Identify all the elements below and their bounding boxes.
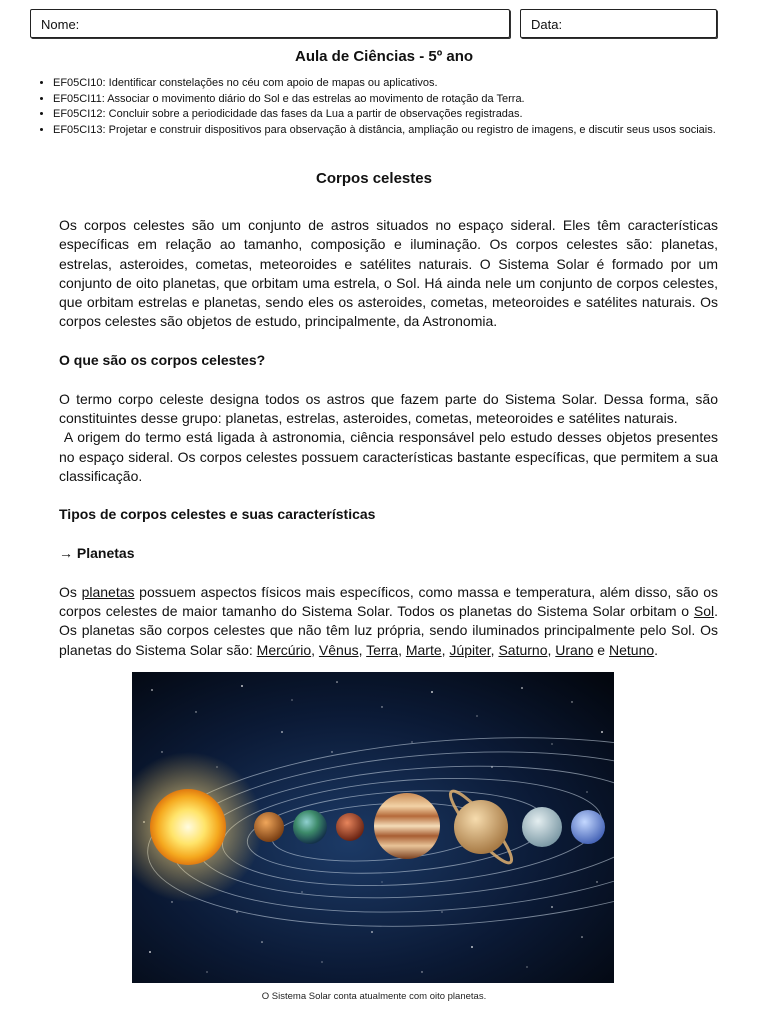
date-field[interactable]: Data: [520, 9, 717, 38]
solar-system-image [132, 672, 614, 983]
skills-list [38, 76, 733, 138]
link-jupiter[interactable]: Júpiter [449, 641, 491, 658]
link-planetas[interactable]: planetas [81, 583, 135, 600]
q1-paragraph-2: A origem do termo está ligada à astronomia, ciência responsável pelo estudo desses objetos presentes no espaço sideral. Os corpos celestes possuem características bastante específicas, que permitem a sua classificação. [59, 429, 722, 484]
intro-paragraph: Os corpos celestes são um conjunto de astros situados no espaço sideral. Eles têm características específicas em relação ao tamanho, composição e iluminação. Os corpos celestes são: planetas, estrelas, asteroides, cometas, meteoroides e satélites naturais. O Sistema Solar é formado por um conjunto de oito planetas, que orbitam uma estrela, o Sol. Há ainda nele um conjunto de corpos celestes, que orbitam estrelas e planetas, sendo eles os asteroides, cometas, meteoroides e satélites naturais. Os corpos celestes são objetos de estudo, principalmente, da Astronomia. [59, 217, 718, 330]
q1-paragraph-1: O termo corpo celeste designa todos os astros que fazem parte do Sistema Solar. Dessa forma, são constituintes desse grupo: planetas, estrelas, asteroides, cometas, meteoroides e satélites naturais. [59, 390, 718, 426]
link-terra[interactable]: Terra [366, 641, 399, 658]
name-field[interactable]: Nome: [30, 9, 510, 38]
skill-item: • EF05CI12: Concluir sobre a periodicidade das fases da Lua a partir de observações registradas. [53, 107, 733, 123]
types-heading: Tipos de corpos celestes e suas características [59, 506, 376, 523]
link-saturno[interactable]: Saturno [498, 641, 548, 658]
link-netuno[interactable]: Netuno [609, 641, 655, 658]
skill-item: • EF05CI10: Identificar constelações no céu com apoio de mapas ou aplicativos. [53, 76, 733, 92]
figure-caption: O Sistema Solar conta atualmente com oito planetas. [261, 991, 487, 1002]
link-marte[interactable]: Marte [405, 641, 442, 658]
link-urano[interactable]: Urano [555, 641, 594, 658]
article-body [59, 216, 722, 660]
link-mercurio[interactable]: Mercúrio [256, 641, 312, 658]
planets-paragraph: Os planetas possuem aspectos físicos mais específicos, como massa e temperatura, além disso, são os corpos celestes de maior tamanho do Sistema Solar. Todos os planetas do Sistema Solar orbitam o Sol. Os planetas são corpos celestes que não têm luz própria, sendo iluminados principalmente pelo Sol. Os planetas do Sistema Solar são: Mercúrio, Vênus, Terra, Marte, Júpiter, Saturno, Urano e Netuno. [59, 583, 719, 658]
q1-heading: O que são os corpos celestes? [59, 352, 266, 369]
skill-item: • EF05CI11: Associar o movimento diário do Sol e das estrelas ao movimento de rotação da Terra. [53, 92, 733, 108]
section-title: Corpos celestes [316, 170, 432, 187]
link-venus[interactable]: Vênus [318, 641, 359, 658]
lesson-title: Aula de Ciências - 5º ano [294, 48, 474, 65]
skill-item: • EF05CI13: Projetar e construir dispositivos para observação à distância, ampliação ou registro de imagens, e discutir seus usos sociais. [53, 123, 733, 139]
link-sol[interactable]: Sol [693, 602, 715, 619]
planets-heading: → Planetas [59, 545, 135, 562]
